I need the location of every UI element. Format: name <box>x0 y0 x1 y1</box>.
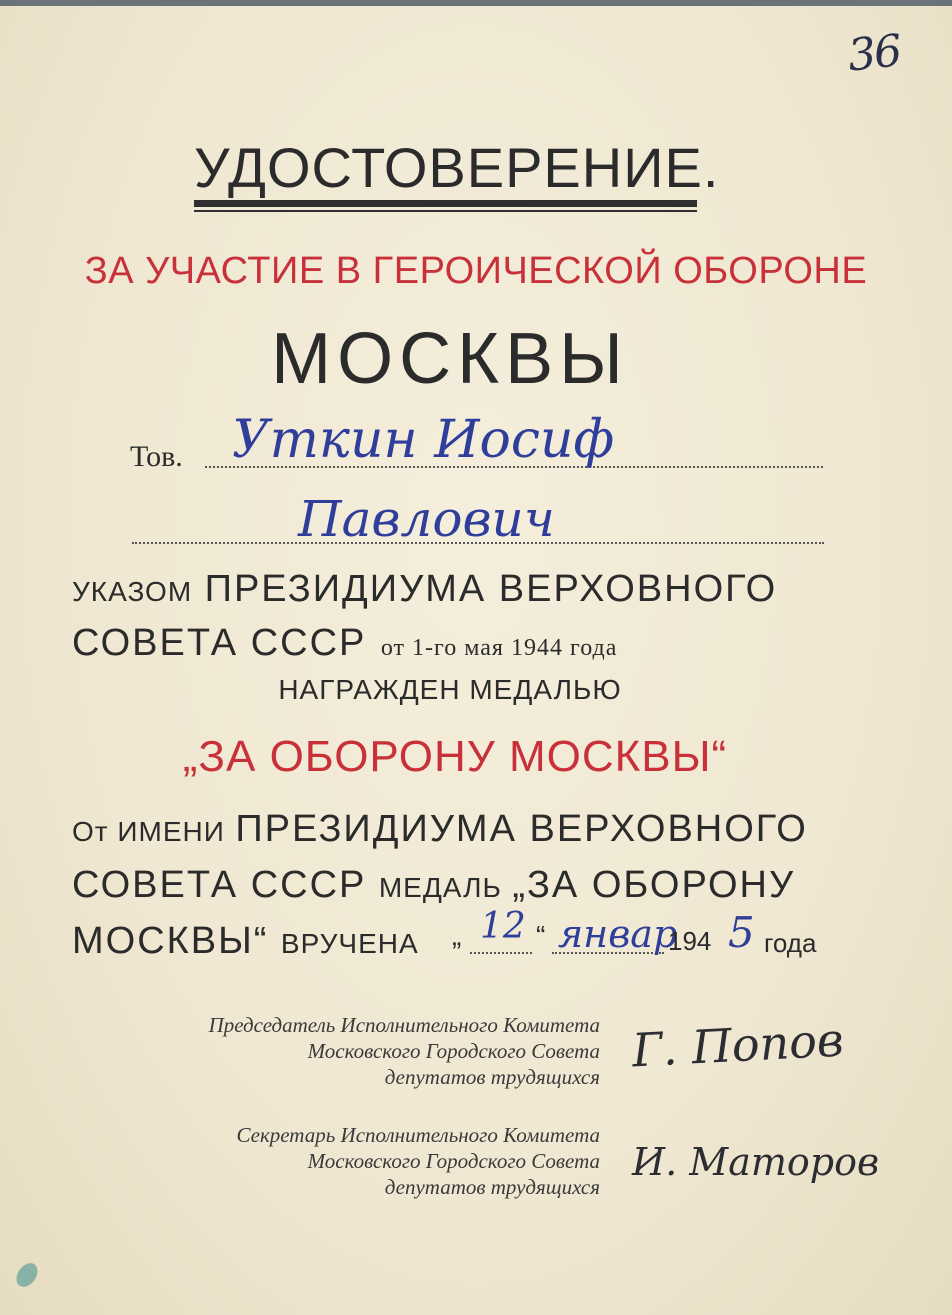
awarded-with-medal: НАГРАЖДЕН МЕДАЛЬЮ <box>278 674 622 705</box>
secretary-title-line-3: депутатов трудящихся <box>384 1175 600 1199</box>
award-subtitle: ЗА УЧАСТИЕ В ГЕРОИЧЕСКОЙ ОБОРОНЕ <box>84 250 868 292</box>
year-prefix: 194 <box>668 926 712 956</box>
decree-by-word: УКАЗОМ <box>72 576 193 607</box>
day-dotted-line <box>470 952 532 954</box>
decree-presidium: ПРЕЗИДИУМА ВЕРХОВНОГО <box>204 568 778 610</box>
secretary-title-line-1: Секретарь Исполнительного Комитета <box>236 1123 600 1147</box>
recipient-name-line-1: Уткин Иосиф <box>232 410 615 470</box>
secretary-title <box>70 1122 600 1200</box>
chairman-signature: Г. Попов <box>630 1012 845 1078</box>
recipient-name-line-2: Павлович <box>298 490 555 548</box>
medal-name-end: МОСКВЫ“ <box>72 920 269 962</box>
title-underline-thin <box>194 210 697 212</box>
chairman-title-line-2: Московского Городского Совета <box>307 1039 600 1063</box>
medal-word: МЕДАЛЬ <box>378 872 502 903</box>
decree-line-3 <box>0 674 900 706</box>
presentation-soviet: СОВЕТА СССР <box>72 864 367 906</box>
secretary-title-line-2: Московского Городского Совета <box>307 1149 600 1173</box>
year-suffix: года <box>764 928 817 958</box>
open-quote: „ <box>452 920 463 951</box>
handed-year-digit: 5 <box>728 908 755 957</box>
decree-line-1 <box>72 568 824 611</box>
document-title: УДОСТОВЕРЕНИЕ. <box>194 136 720 199</box>
handed-day: 12 <box>480 906 526 947</box>
medal-name-part: „ЗА ОБОРОНУ <box>512 864 796 906</box>
chairman-title-line-1: Председатель Исполнительного Комитета <box>208 1013 600 1037</box>
presentation-presidium: ПРЕЗИДИУМА ВЕРХОВНОГО <box>235 808 808 850</box>
recipient-prefix: Тов. <box>130 440 183 473</box>
chairman-title-line-3: депутатов трудящихся <box>384 1065 600 1089</box>
presentation-line-1 <box>72 808 824 851</box>
secretary-signature: И. Маторов <box>632 1140 880 1184</box>
decree-line-2 <box>72 622 824 665</box>
city-name: МОСКВЫ <box>271 319 629 399</box>
chairman-title <box>70 1012 600 1090</box>
handed-month: январ <box>558 912 678 956</box>
page-top-edge <box>0 0 952 6</box>
medal-name: „ЗА ОБОРОНУ МОСКВЫ“ <box>182 732 728 781</box>
title-underline <box>194 200 697 207</box>
close-quote: “ <box>536 920 547 951</box>
presentation-line-2 <box>72 864 824 907</box>
decree-date: от 1-го мая 1944 года <box>380 635 618 661</box>
on-behalf-of: От ИМЕНИ <box>72 816 225 847</box>
handed-over: ВРУЧЕНА <box>280 928 419 959</box>
decree-soviet: СОВЕТА СССР <box>72 622 367 664</box>
archive-number: 36 <box>845 25 903 82</box>
